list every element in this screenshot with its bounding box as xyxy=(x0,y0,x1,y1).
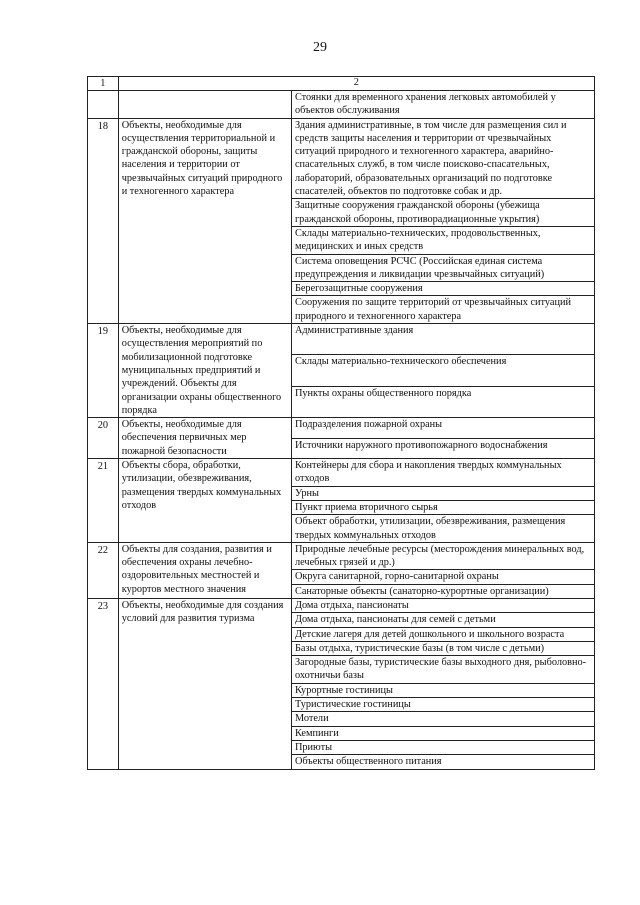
row-item: Приюты xyxy=(291,740,594,754)
table-row-continued xyxy=(88,91,595,119)
table-row xyxy=(88,459,595,487)
table-row xyxy=(88,598,595,612)
row-object-cell xyxy=(118,91,291,119)
row-object-description: Объекты, необходимые для осуществления территориальной и гражданской обороны, защиты населения и территории от чрезвычайных ситуаций природного и техногенного характера xyxy=(118,118,291,323)
header-col-2: 2 xyxy=(118,77,594,91)
table-row xyxy=(88,542,595,570)
row-item: Берегозащитные сооружения xyxy=(291,282,594,296)
row-item: Загородные базы, туристические базы выходного дня, рыболовно-охотничьи базы xyxy=(291,656,594,684)
row-number: 21 xyxy=(88,459,119,543)
row-item: Склады материально-технических, продовольственных, медицинских и иных средств xyxy=(291,226,594,254)
objects-table xyxy=(87,76,595,770)
row-item: Административные здания xyxy=(291,324,594,355)
row-item: Источники наружного противопожарного водоснабжения xyxy=(291,438,594,458)
row-number: 20 xyxy=(88,418,119,459)
row-item: Объект обработки, утилизации, обезвреживания, размещения твердых коммунальных отходов xyxy=(291,515,594,543)
table-row xyxy=(88,118,595,199)
row-item: Детские лагеря для детей дошкольного и школьного возраста xyxy=(291,627,594,641)
row-item: Округа санитарной, горно-санитарной охраны xyxy=(291,570,594,584)
row-item: Здания административные, в том числе для размещения сил и средств защиты населения и территории от чрезвычайных ситуаций природного и техногенного характера, аварийно-спасательных служб, в том числе поисково-спасательных, лабораторий, образовательных организаций по подготовке спасателей, объектов по подготовке собак и др. xyxy=(291,118,594,199)
row-item: Дома отдыха, пансионаты для семей с детьми xyxy=(291,613,594,627)
table-body xyxy=(88,77,595,770)
row-item: Дома отдыха, пансионаты xyxy=(291,598,594,612)
row-number-cell xyxy=(88,91,119,119)
row-item: Кемпинги xyxy=(291,726,594,740)
table-row xyxy=(88,324,595,355)
row-item: Сооружения по защите территорий от чрезвычайных ситуаций природного и техногенного характера xyxy=(291,296,594,324)
row-object-description: Объекты, необходимые для осуществления мероприятий по мобилизационной подготовке муниципальных предприятий и учреждений. Объекты для организации охраны общественного порядка xyxy=(118,324,291,418)
header-col-1: 1 xyxy=(88,77,119,91)
row-number: 19 xyxy=(88,324,119,418)
row-object-description: Объекты, необходимые для создания условий для развития туризма xyxy=(118,598,291,769)
row-item: Мотели xyxy=(291,712,594,726)
row-item: Урны xyxy=(291,486,594,500)
row-item: Базы отдыха, туристические базы (в том числе с детьми) xyxy=(291,641,594,655)
row-item: Туристические гостиницы xyxy=(291,698,594,712)
row-item: Пункты охраны общественного порядка xyxy=(291,386,594,417)
row-item: Объекты общественного питания xyxy=(291,755,594,769)
row-number: 18 xyxy=(88,118,119,323)
row-item: Подразделения пожарной охраны xyxy=(291,418,594,438)
row-item: Курортные гостиницы xyxy=(291,683,594,697)
row-object-description: Объекты для создания, развития и обеспечения охраны лечебно-оздоровительных местностей и курортов местного значения xyxy=(118,542,291,598)
row-object-description: Объекты сбора, обработки, утилизации, обезвреживания, размещения твердых коммунальных отходов xyxy=(118,459,291,543)
table-row xyxy=(88,418,595,438)
row-number: 23 xyxy=(88,598,119,769)
row-item: Пункт приема вторичного сырья xyxy=(291,500,594,514)
row-object-description: Объекты, необходимые для обеспечения первичных мер пожарной безопасности xyxy=(118,418,291,459)
row-item: Контейнеры для сбора и накопления твердых коммунальных отходов xyxy=(291,459,594,487)
row-number: 22 xyxy=(88,542,119,598)
table-header-row xyxy=(88,77,595,91)
row-item: Стоянки для временного хранения легковых автомобилей у объектов обслуживания xyxy=(291,91,594,119)
row-item: Природные лечебные ресурсы (месторождения минеральных вод, лечебных грязей и др.) xyxy=(291,542,594,570)
row-item: Защитные сооружения гражданской обороны (убежища гражданской обороны, противорадиационные укрытия) xyxy=(291,199,594,227)
row-item: Санаторные объекты (санаторно-курортные организации) xyxy=(291,584,594,598)
page-number: 29 xyxy=(313,40,327,55)
row-item: Система оповещения РСЧС (Российская единая система предупреждения и ликвидации чрезвычайных ситуаций) xyxy=(291,254,594,282)
row-item: Склады материально-технического обеспечения xyxy=(291,355,594,386)
